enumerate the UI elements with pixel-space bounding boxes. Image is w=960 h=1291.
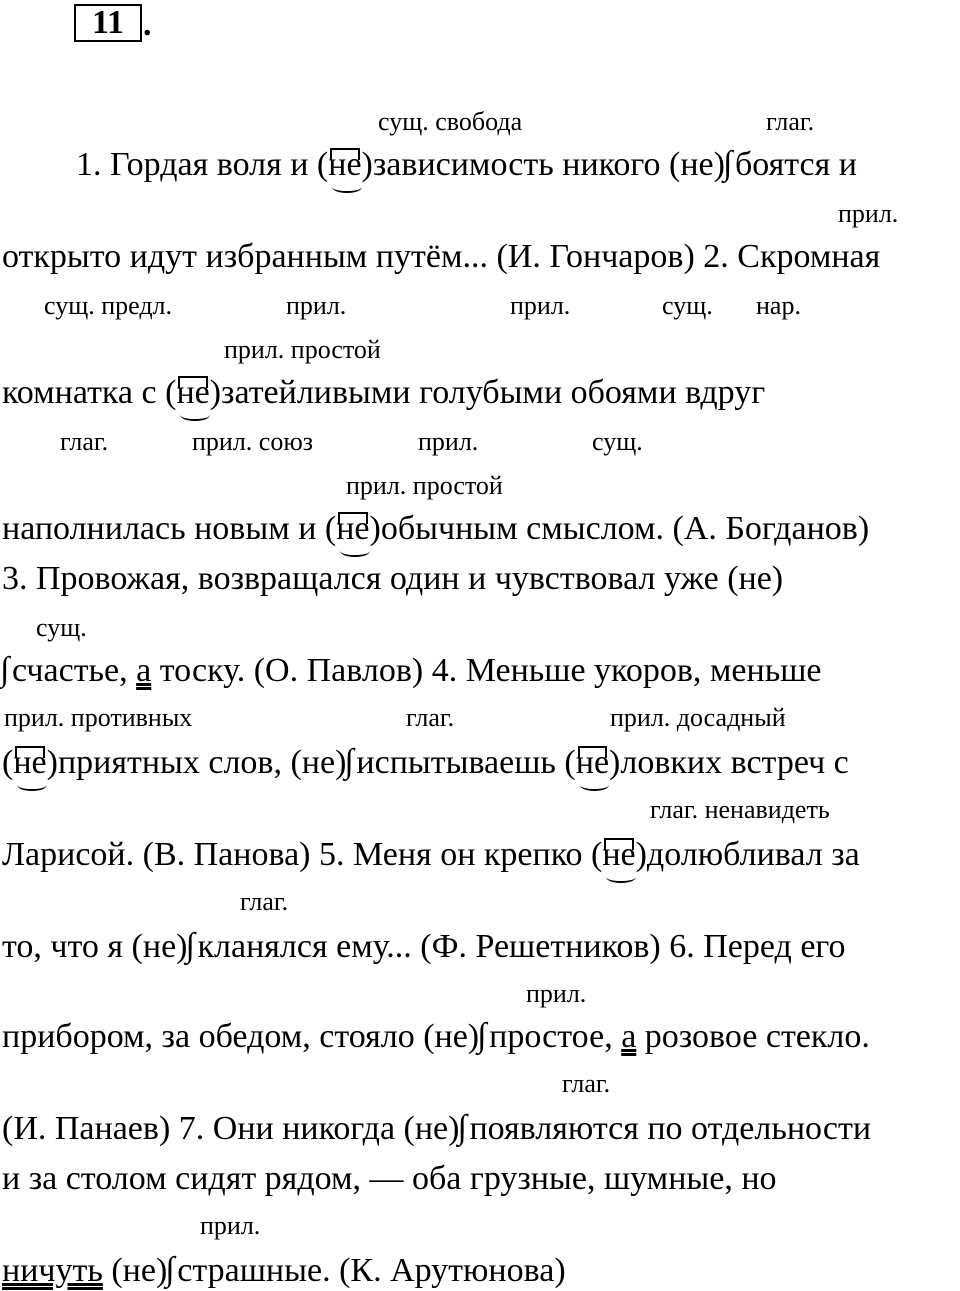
text-line-8: Ларисой. (В. Панова) 5. Меня он крепко (не)долюбливал за [2,836,860,873]
annotation: глаг. [406,703,455,732]
ne-prefix-marked: не [176,374,210,411]
ne-prefix-marked: не [13,744,47,781]
text-line-12: и за столом сидят рядом, — оба грузные, шумные, но [2,1160,777,1197]
annotation: глаг. [60,427,109,456]
annotation: прил. простой [224,335,381,364]
annotation: глаг. [240,887,289,916]
exercise-number: 11 [74,4,142,42]
ne-prefix-marked: не [602,836,636,873]
conjunction-underlined: а [621,1018,637,1055]
annotation: прил. [510,291,571,320]
annotation: сущ. предл. [44,291,173,320]
text-line-7: (не)приятных слов, (не) испытываешь (не)ловких встреч с [2,744,849,781]
text-line-6: счастье, а тоску. (О. Павлов) 4. Меньше укоров, меньше [12,652,822,689]
annotation: сущ. [592,427,643,456]
annotation: прил. [526,979,587,1008]
text-line-13: ничуть (не) страшные. (К. Арутюнова) [2,1252,566,1289]
text-line-11: (И. Панаев) 7. Они никогда (не) появляются по отдельности [2,1110,872,1147]
text-line-1: 1. Гордая воля и (не)зависимость никого (не) боятся и [76,146,857,183]
annotation: прил. [838,199,899,228]
text-line-4: наполнилась новым и (не)обычным смыслом. (А. Богданов) [2,510,870,547]
text-line-9: то, что я (не) кланялся ему... (Ф. Решетников) 6. Перед его [2,928,846,965]
text-line-10: прибором, за обедом, стояло (не) простое, а розовое стекло. [2,1018,870,1055]
conjunction-underlined: а [136,652,152,689]
text-line-3: комнатка с (не)затейливыми голубыми обоями вдруг [2,374,766,411]
annotation: прил. простой [346,471,503,500]
annotation: глаг. [766,107,815,136]
annotation: сущ. [36,613,87,642]
adverb-underlined: ничуть [2,1252,103,1289]
annotation: прил. досадный [610,703,786,732]
annotation: нар. [756,291,801,320]
ne-prefix-marked: не [336,510,370,547]
annotation: прил. [286,291,347,320]
annotation: сущ. [662,291,713,320]
ne-prefix-marked: не [575,744,610,781]
annotation: прил. [200,1211,261,1240]
annotation: глаг. ненавидеть [650,795,830,824]
annotation: сущ. свобода [378,107,523,136]
annotation: глаг. [562,1069,611,1098]
annotation: прил. противных [4,703,193,732]
annotation: прил. союз [192,427,314,456]
exercise-number-dot: . [143,6,152,43]
ne-prefix-marked: не [328,146,362,183]
annotation: прил. [418,427,479,456]
text-line-2: открыто идут избранным путём... (И. Гончаров) 2. Скромная [2,238,881,275]
text-line-5: 3. Провожая, возвращался один и чувствовал уже (не) [2,560,784,597]
